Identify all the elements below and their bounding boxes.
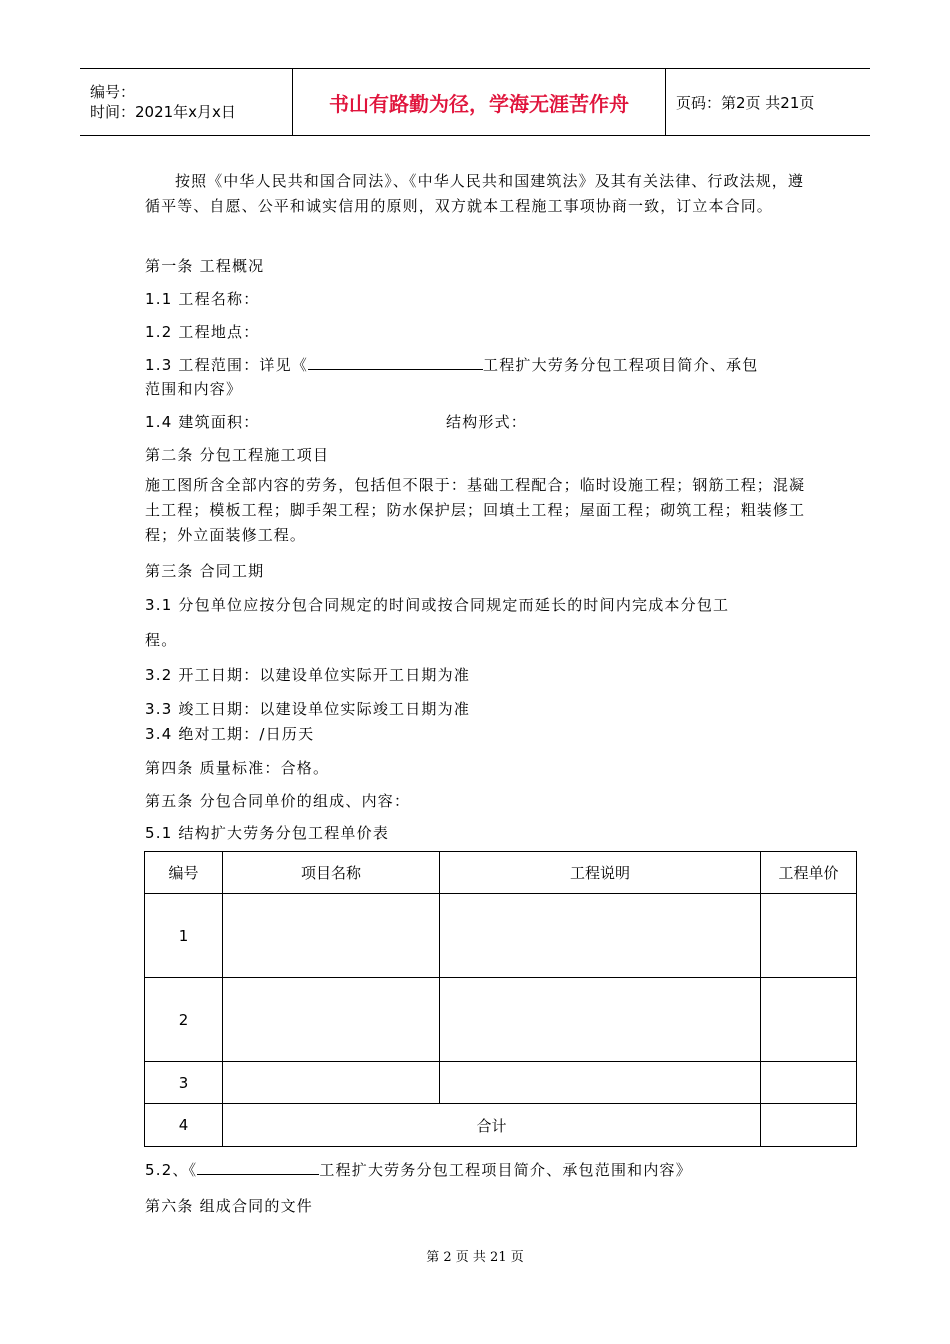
header-info <box>80 69 293 136</box>
item-3-3: 3.3 竣工日期：以建设单位实际竣工日期为准 <box>145 700 471 718</box>
item-1-3-prefix: 1.3 工程范围：详见《 <box>145 356 309 374</box>
item-3-1-continued: 程。 <box>145 631 178 649</box>
table-cell <box>440 978 761 1062</box>
date-label: 时间：2021年x月x日 <box>90 103 236 121</box>
article-5: 第五条 分包合同单价的组成、内容： <box>145 792 411 810</box>
col-header-unit-price: 工程单价 <box>761 852 857 894</box>
col-header-description: 工程说明 <box>440 852 761 894</box>
item-1-4-structure: 结构形式： <box>446 413 528 431</box>
item-3-1: 3.1 分包单位应按分包合同规定的时间或按合同规定而延长的时间内完成本分包工 <box>145 596 730 614</box>
table-row <box>145 894 857 978</box>
table-row <box>145 1062 857 1104</box>
item-5-2 <box>145 1159 692 1180</box>
article-2-text: 施工图所含全部内容的劳务，包括但不限于：基础工程配合；临时设施工程；钢筋工程；混凝土工程；模板工程；脚手架工程；防水保护层；回填土工程；屋面工程；砌筑工程；粗装修工程；外立面装修工程。 <box>145 476 806 544</box>
article-4: 第四条 质量标准：合格。 <box>145 759 330 777</box>
item-5-2-prefix: 5.2、《 <box>145 1161 198 1179</box>
table-total-row <box>145 1104 857 1147</box>
row-number: 1 <box>145 894 223 978</box>
article-2-title: 第二条 分包工程施工项目 <box>145 446 330 464</box>
item-1-3-continued: 范围和内容》 <box>145 380 243 398</box>
table-cell <box>761 978 857 1062</box>
item-5-2-blank <box>197 1160 319 1175</box>
item-3-4: 3.4 绝对工期：/日历天 <box>145 725 315 743</box>
number-label: 编号： <box>90 83 136 101</box>
table-row <box>145 978 857 1062</box>
table-cell <box>440 894 761 978</box>
item-5-1: 5.1 结构扩大劳务分包工程单价表 <box>145 824 390 842</box>
table-cell <box>761 1062 857 1104</box>
article-1-title: 第一条 工程概况 <box>145 257 265 275</box>
header-page-label: 页码：第2页 共21页 <box>666 69 871 136</box>
intro-paragraph: 按照《中华人民共和国合同法》、《中华人民共和国建筑法》及其有关法律、行政法规，遵循平等、自愿、公平和诚实信用的原则，双方就本工程施工事项协商一致，订立本合同。 <box>145 172 805 215</box>
table-header-row <box>145 852 857 894</box>
page-footer: 第 2 页 共 21 页 <box>426 1250 524 1265</box>
table-cell <box>223 978 440 1062</box>
item-1-3 <box>145 354 758 375</box>
item-1-4-area: 1.4 建筑面积： <box>145 413 260 431</box>
item-3-2: 3.2 开工日期：以建设单位实际开工日期为准 <box>145 666 471 684</box>
col-header-item-name: 项目名称 <box>223 852 440 894</box>
item-1-3-suffix: 工程扩大劳务分包工程项目简介、承包 <box>483 356 759 374</box>
table-cell <box>761 1104 857 1147</box>
row-number: 3 <box>145 1062 223 1104</box>
item-1-3-blank <box>308 355 483 370</box>
item-1-2: 1.2 工程地点： <box>145 323 260 341</box>
header-motto: 书山有路勤为径，学海无涯苦作舟 <box>293 69 666 136</box>
row-number: 4 <box>145 1104 223 1147</box>
col-header-number: 编号 <box>145 852 223 894</box>
article-6: 第六条 组成合同的文件 <box>145 1197 313 1215</box>
table-cell <box>761 894 857 978</box>
item-1-1: 1.1 工程名称： <box>145 290 260 308</box>
table-cell <box>223 894 440 978</box>
row-number: 2 <box>145 978 223 1062</box>
document-header <box>80 68 870 136</box>
table-cell <box>440 1062 761 1104</box>
total-label: 合计 <box>223 1104 761 1147</box>
article-3-title: 第三条 合同工期 <box>145 562 265 580</box>
item-5-2-suffix: 工程扩大劳务分包工程项目简介、承包范围和内容》 <box>319 1161 692 1179</box>
unit-price-table <box>144 851 857 1147</box>
table-cell <box>223 1062 440 1104</box>
